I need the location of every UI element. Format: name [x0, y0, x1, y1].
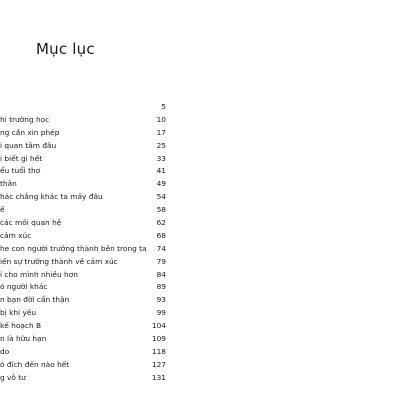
toc-entry [0, 165, 166, 178]
toc-entry-label: hác chẳng khác ta mấy đâu [0, 192, 103, 202]
toc-entry-label: hi trường học [0, 114, 50, 124]
toc-entry-page: 127 [151, 359, 166, 369]
toc-entry-page: 10 [156, 114, 166, 124]
toc-entry-label: thân [0, 179, 17, 189]
toc-entry-page: 104 [151, 321, 166, 331]
toc-entry-page: 49 [156, 179, 166, 189]
toc-entry-label: ó đích đến nào hết [0, 359, 70, 369]
toc-entry [0, 204, 166, 217]
toc-entry-page: 25 [156, 140, 166, 150]
toc-entry [0, 114, 166, 127]
toc-entry-label: kế hoạch B [0, 321, 42, 331]
toc-entry-label: n là hữu hạn [0, 334, 47, 344]
toc-entry-label: ng cần xin phép [0, 127, 60, 137]
toc-entry-page: 89 [156, 282, 166, 292]
toc-entry [0, 294, 166, 307]
toc-entry-label: g vô tư [0, 372, 26, 382]
toc-entry [0, 101, 166, 114]
toc-entry-label: ế [0, 205, 5, 215]
toc-entry [0, 217, 166, 230]
toc-entry-label: í cho mình nhiều hơn [0, 269, 78, 279]
toc-entry [0, 281, 166, 294]
toc-entry-label: iến sự trưởng thành về cảm xúc [0, 256, 118, 266]
toc-entry-label: he con người trưởng thành bên trong ta [0, 243, 147, 253]
toc-entry-page: 62 [156, 218, 166, 228]
toc-entry-label: i quan tâm đâu [0, 140, 57, 150]
toc-entry [0, 256, 166, 269]
toc-entry-page: 41 [156, 166, 166, 176]
toc-entry-page: 79 [156, 256, 166, 266]
toc-entry [0, 140, 166, 153]
toc-entry-page: 58 [156, 205, 166, 215]
toc-entry-page: 93 [156, 295, 166, 305]
toc-entry-page: 74 [156, 243, 166, 253]
toc-entry-label: các mối quan hệ [0, 218, 62, 228]
toc-entry-label: ểu tuổi thơ [0, 166, 41, 176]
toc-entry-label: i biết gì hết [0, 153, 43, 163]
page-title: Mục lục [36, 40, 95, 58]
toc-entry [0, 346, 166, 359]
toc-entry [0, 153, 166, 166]
toc-entry [0, 127, 166, 140]
toc-entry-page: 109 [151, 334, 166, 344]
toc-entry-page: 84 [156, 269, 166, 279]
toc-entry-page: 118 [151, 346, 166, 356]
toc-entry-page: 54 [156, 192, 166, 202]
toc-entry-label: bị khi yêu [0, 308, 37, 318]
toc-entry-page: 99 [156, 308, 166, 318]
toc-entry-page: 5 [161, 102, 166, 111]
toc-entry-page: 17 [156, 127, 166, 137]
toc-entry [0, 333, 166, 346]
toc-entry-page: 68 [156, 230, 166, 240]
toc-entry [0, 307, 166, 320]
toc-entry-page: 33 [156, 153, 166, 163]
toc-entry-label: cảm xúc [0, 230, 32, 240]
toc-entry [0, 269, 166, 282]
toc-entry-page: 131 [151, 372, 166, 382]
toc-entry [0, 191, 166, 204]
table-of-contents [0, 101, 166, 385]
toc-entry-label: do [0, 346, 10, 356]
toc-entry [0, 320, 166, 333]
toc-entry [0, 243, 166, 256]
toc-entry [0, 359, 166, 372]
toc-entry-label: n bạn đời cẩn thận [0, 295, 70, 305]
toc-entry [0, 178, 166, 191]
toc-entry-label: ó người khác [0, 282, 48, 292]
toc-entry [0, 230, 166, 243]
toc-entry [0, 372, 166, 385]
